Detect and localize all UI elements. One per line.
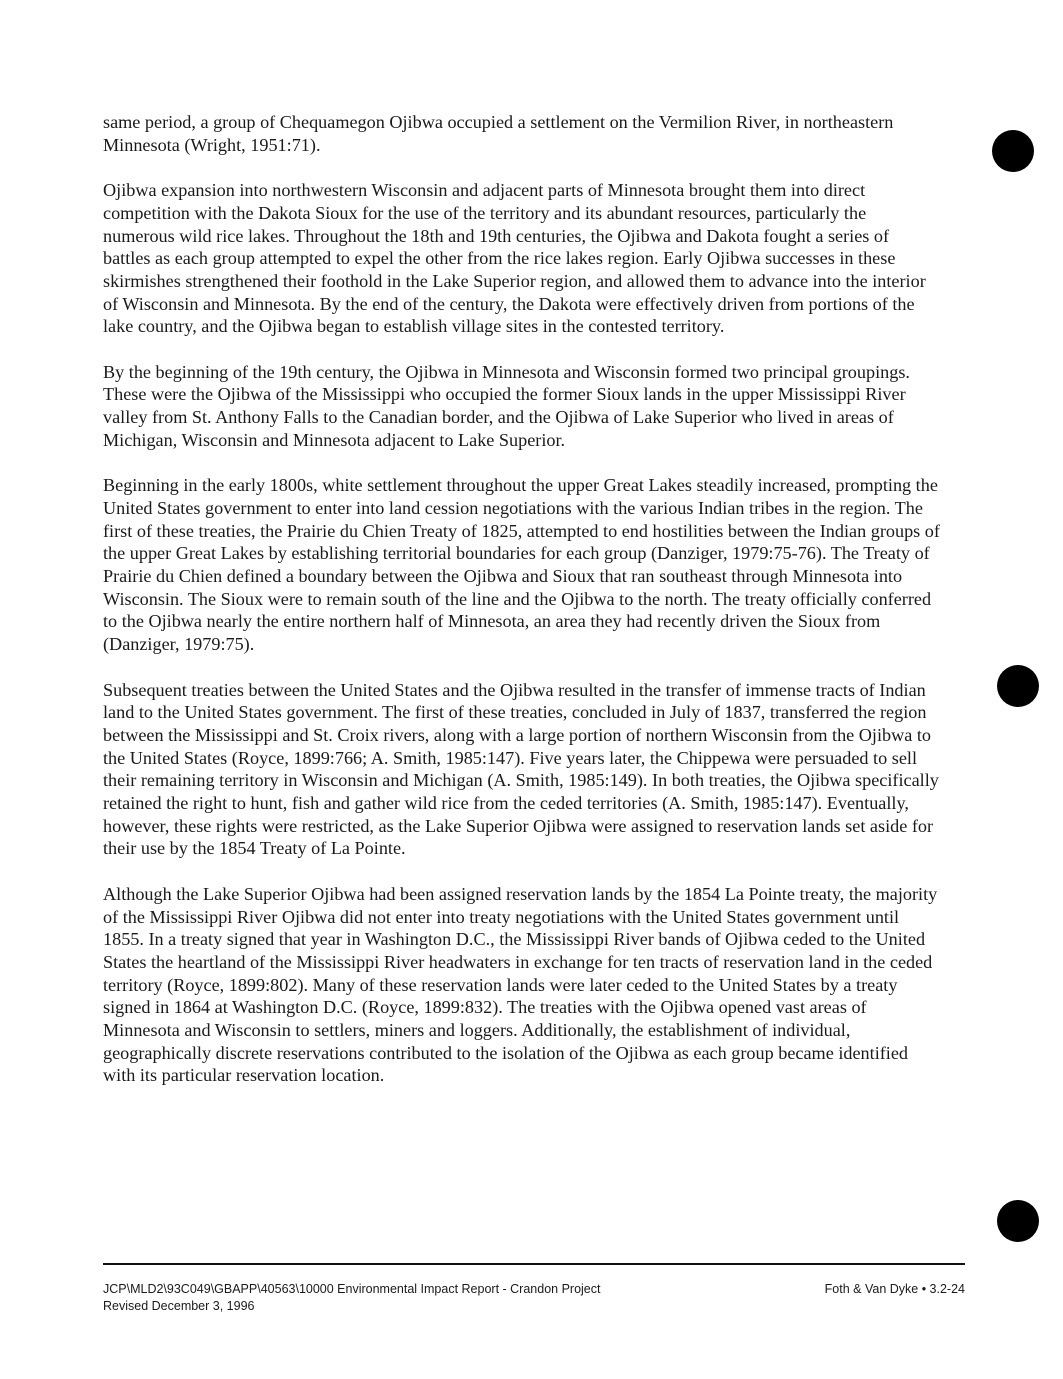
paragraph-3: By the beginning of the 19th century, the Ojibwa in Minnesota and Wisconsin formed two principal groupings. These were the Ojibwa of the Mississippi who occupied the former Sioux lands in the upper Mississippi River valley from St. Anthony Falls to the Canadian border, and the Ojibwa of Lake Superior who lived in areas of Michigan, Wisconsin and Minnesota adjacent to Lake Superior. [103, 361, 910, 450]
footer-divider [103, 1263, 965, 1265]
binder-hole-middle [997, 665, 1039, 707]
footer-left [103, 1281, 601, 1315]
binder-hole-bottom [997, 1200, 1039, 1242]
binder-hole-top [992, 130, 1034, 172]
paragraph-5: Subsequent treaties between the United States and the Ojibwa resulted in the transfer of immense tracts of Indian land to the United States government. The first of these treaties, concluded in July of 1837, transferred the region between the Mississippi and St. Croix rivers, along with a large portion of northern Wisconsin from the Ojibwa to the United States (Royce, 1899:766; A. Smith, 1985:147). Five years later, the Chippewa were persuaded to sell their remaining territory in Wisconsin and Michigan (A. Smith, 1985:149). In both treaties, the Ojibwa specifically retained the right to hunt, fish and gather wild rice from the ceded territories (A. Smith, 1985:147). Eventually, however, these rights were restricted, as the Lake Superior Ojibwa were assigned to reservation lands set aside for their use by the 1854 Treaty of La Pointe. [103, 679, 939, 859]
document-body [103, 111, 941, 1110]
paragraph-6: Although the Lake Superior Ojibwa had been assigned reservation lands by the 1854 La Pointe treaty, the majority of the Mississippi River Ojibwa did not enter into treaty negotiations with the United States government until 1855. In a treaty signed that year in Washington D.C., the Mississippi River bands of Ojibwa ceded to the United States the heartland of the Mississippi River headwaters in exchange for ten tracts of reservation land in the ceded territory (Royce, 1899:802). Many of these reservation lands were later ceded to the United States by a treaty signed in 1864 at Washington D.C. (Royce, 1899:832). The treaties with the Ojibwa opened vast areas of Minnesota and Wisconsin to settlers, miners and loggers. Additionally, the establishment of individual, geographically discrete reservations contributed to the isolation of the Ojibwa as each group became identified with its particular reservation location. [103, 883, 938, 1086]
footer-revised-date: Revised December 3, 1996 [103, 1299, 255, 1313]
footer-document-path: JCP\MLD2\93C049\GBAPP\40563\10000 Environmental Impact Report - Crandon Project [103, 1282, 601, 1296]
paragraph-2: Ojibwa expansion into northwestern Wisconsin and adjacent parts of Minnesota brought them into direct competition with the Dakota Sioux for the use of the territory and its abundant resources, particularly the numerous wild rice lakes. Throughout the 18th and 19th centuries, the Ojibwa and Dakota fought a series of battles as each group attempted to expel the other from the rice lakes region. Early Ojibwa successes in these skirmishes strengthened their foothold in the Lake Superior region, and allowed them to advance into the interior of Wisconsin and Minnesota. By the end of the century, the Dakota were effectively driven from portions of the lake country, and the Ojibwa began to establish village sites in the contested territory. [103, 180, 926, 337]
paragraph-1: same period, a group of Chequamegon Ojibwa occupied a settlement on the Vermilion River, in northeastern Minnesota (Wright, 1951:71). [103, 112, 894, 155]
footer-page-number: Foth & Van Dyke • 3.2-24 [824, 1282, 965, 1296]
paragraph-4: Beginning in the early 1800s, white settlement throughout the upper Great Lakes steadily increased, prompting the United States government to enter into land cession negotiations with the various Indian tribes in the region. The first of these treaties, the Prairie du Chien Treaty of 1825, attempted to end hostilities between the Indian groups of the upper Great Lakes by establishing territorial boundaries for each group (Danziger, 1979:75-76). The Treaty of Prairie du Chien defined a boundary between the Ojibwa and Sioux that ran southeast through Minnesota into Wisconsin. The Sioux were to remain south of the line and the Ojibwa to the north. The treaty officially conferred to the Ojibwa nearly the entire northern half of Minnesota, an area they had recently driven the Sioux from (Danziger, 1979:75). [103, 475, 940, 655]
